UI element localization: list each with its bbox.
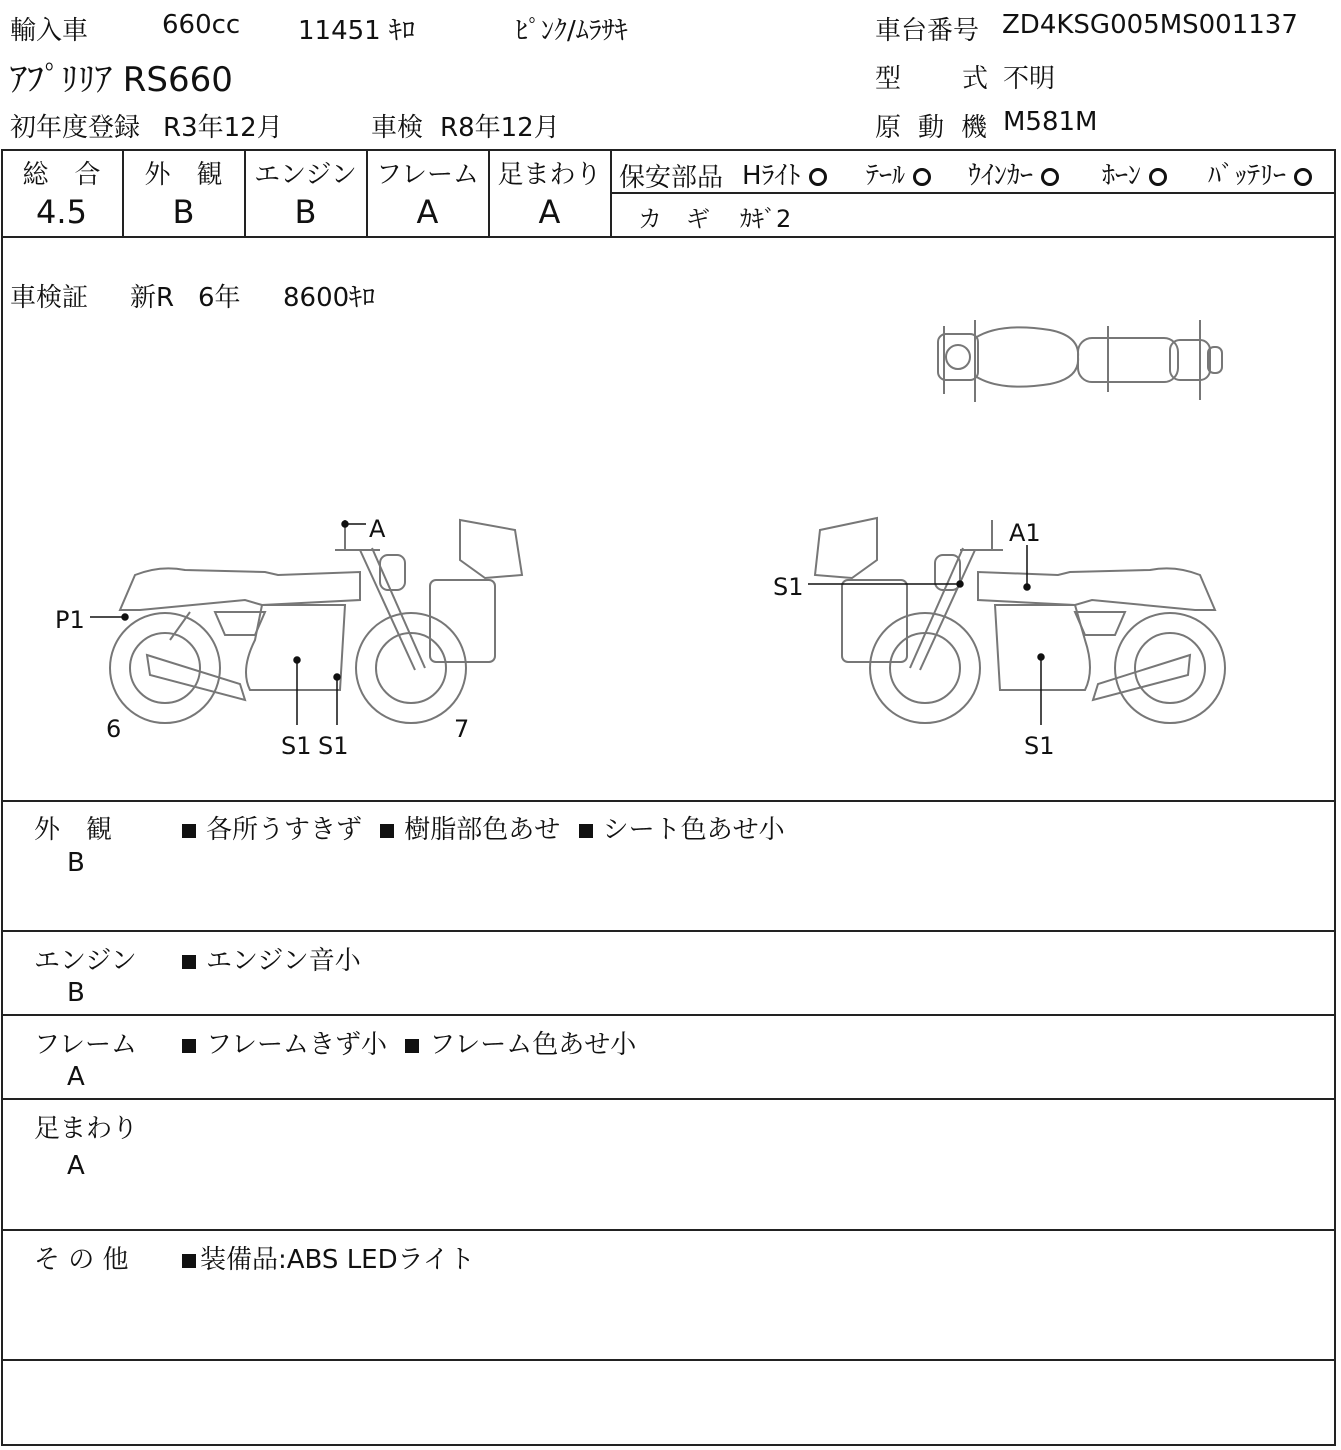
diagram-label-p1: P1 — [55, 606, 85, 634]
diagram-label-7: 7 — [454, 715, 470, 743]
section-notes-frame — [180, 1024, 636, 1061]
displacement: 660cc — [162, 10, 241, 40]
type-label-2: 式 — [962, 64, 989, 94]
diagram-label-a: A — [369, 515, 386, 543]
bullet-square-icon — [380, 824, 394, 838]
chassis-number: ZD4KSG005MS001137 — [1002, 10, 1298, 40]
key-value: ｶｷﾞ2 — [740, 205, 792, 233]
inspection-label: 車検 — [371, 113, 424, 143]
grade-label-engine: エンジン — [254, 160, 357, 190]
engine-label-3: 機 — [961, 113, 988, 143]
type-label-1: 型 — [875, 64, 902, 94]
grade-label-frame: フレーム — [376, 160, 479, 190]
safety-item-label: ﾊﾞｯﾃﾘｰ — [1208, 161, 1287, 191]
note-item: 装備品:ABS LEDライト — [200, 1245, 475, 1275]
note-item: シート色あせ小 — [602, 815, 785, 845]
certificate-value-3: 8600ｷﾛ — [283, 283, 376, 313]
bullet-square-icon — [182, 955, 196, 969]
inspection-value: R8年12月 — [440, 113, 560, 143]
section-label-suspension: 足まわり — [34, 1114, 139, 1144]
certificate-label: 車検証 — [10, 283, 89, 313]
grade-label-suspension: 足まわり — [497, 160, 602, 190]
grade-value-suspension: A — [538, 193, 561, 231]
motorcycle-left-view-icon — [110, 520, 522, 723]
diagram-label-6: 6 — [106, 715, 122, 743]
safety-item-label: ﾃｰﾙ — [866, 161, 906, 191]
diagram-label-s1: S1 — [318, 732, 349, 760]
section-label-exterior: 外 観 — [34, 815, 113, 845]
color: ﾋﾟﾝｸ/ﾑﾗｻｷ — [515, 16, 628, 46]
bullet-square-icon — [182, 824, 196, 838]
section-notes-other — [180, 1239, 475, 1276]
model-name: ｱﾌﾟﾘﾘｱ RS660 — [10, 60, 233, 100]
grade-value-exterior: B — [172, 193, 195, 231]
note-item: 樹脂部色あせ — [404, 815, 561, 845]
type-value: 不明 — [1003, 64, 1056, 94]
bullet-square-icon — [579, 824, 593, 838]
section-notes-exterior — [180, 809, 785, 846]
grade-label-overall: 総 合 — [22, 160, 101, 190]
section-label-frame: フレーム — [34, 1030, 137, 1060]
certificate-value-1: 新R — [130, 283, 175, 313]
section-grade-suspension: A — [67, 1151, 85, 1181]
bullet-square-icon — [182, 1254, 196, 1268]
section-label-engine: エンジン — [34, 946, 137, 976]
note-item: フレームきず小 — [206, 1030, 387, 1060]
diagram-label-s1: S1 — [1024, 732, 1055, 760]
section-label-other: そ の 他 — [34, 1245, 129, 1275]
grade-value-engine: B — [294, 193, 317, 231]
first-registration-value: R3年12月 — [163, 113, 283, 143]
section-grade-frame: A — [67, 1062, 85, 1092]
safety-item-label: ｳｲﾝｶｰ — [968, 161, 1034, 191]
safety-item-label: Hﾗｲﾄ — [742, 161, 801, 191]
bullet-square-icon — [405, 1039, 419, 1053]
note-item: 各所うすきず — [206, 815, 363, 845]
note-item: フレーム色あせ小 — [429, 1030, 637, 1060]
diagram-label-s1: S1 — [281, 732, 312, 760]
diagram-label-a1: A1 — [1009, 519, 1041, 547]
engine-model: M581M — [1003, 107, 1098, 137]
motorcycle-top-view-icon — [938, 320, 1222, 402]
safety-parts-title: 保安部品 — [619, 163, 724, 193]
safety-item-label: ﾎｰﾝ — [1102, 161, 1142, 191]
diagram-label-s1: S1 — [773, 573, 804, 601]
bullet-square-icon — [182, 1039, 196, 1053]
certificate-value-2: 6年 — [198, 283, 241, 313]
chassis-label: 車台番号 — [875, 16, 980, 46]
key-label: カ ギ — [638, 205, 710, 233]
note-item: エンジン音小 — [206, 946, 361, 976]
grade-label-exterior: 外 観 — [144, 160, 223, 190]
engine-label-2: 動 — [918, 113, 945, 143]
first-registration-label: 初年度登録 — [10, 113, 141, 143]
mileage: 11451 ｷﾛ — [298, 16, 415, 46]
section-grade-exterior: B — [67, 848, 85, 878]
grade-value-frame: A — [416, 193, 439, 231]
engine-label-1: 原 — [875, 113, 902, 143]
grade-value-overall: 4.5 — [36, 193, 87, 231]
motorcycle-right-view-icon — [815, 518, 1225, 723]
import-label: 輸入車 — [10, 16, 89, 46]
section-notes-engine — [180, 940, 361, 977]
section-grade-engine: B — [67, 978, 85, 1008]
